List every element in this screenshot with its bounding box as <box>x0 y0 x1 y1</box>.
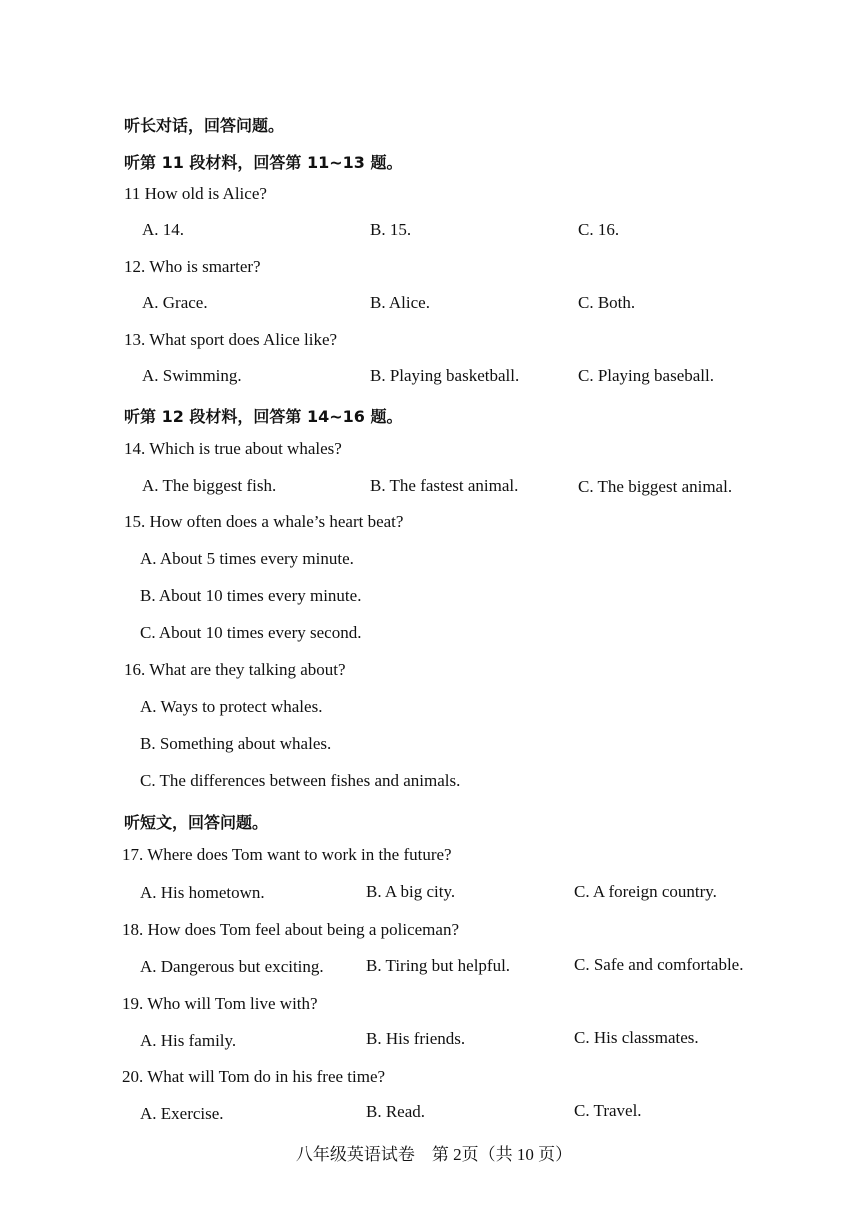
option-16-a: A. Ways to protect whales. <box>140 697 323 716</box>
question-20: 20. What will Tom do in his free time? <box>122 1067 386 1086</box>
option-15-b: B. About 10 times every minute. <box>140 586 362 605</box>
option-13-a: A. Swimming. <box>142 366 242 385</box>
option-20-c: C. Travel. <box>574 1101 642 1120</box>
option-11-c: C. 16. <box>578 220 620 239</box>
question-15: 15. How often does a whale’s heart beat? <box>124 512 404 531</box>
option-18-c: C. Safe and comfortable. <box>574 955 744 974</box>
question-16: 16. What are they talking about? <box>124 660 346 679</box>
section-heading-passage: 听短文，回答问题。 <box>124 813 269 832</box>
option-20-b: B. Read. <box>366 1102 426 1121</box>
option-11-b: B. 15. <box>370 220 412 239</box>
option-13-b: B. Playing basketball. <box>370 366 520 385</box>
option-12-c: C. Both. <box>578 293 636 312</box>
option-19-b: B. His friends. <box>366 1029 466 1048</box>
question-13: 13. What sport does Alice like? <box>124 330 338 349</box>
option-16-b: B. Something about whales. <box>140 734 332 753</box>
option-15-a: A. About 5 times every minute. <box>140 549 354 568</box>
question-17: 17. Where does Tom want to work in the future? <box>122 845 452 864</box>
option-18-b: B. Tiring but helpful. <box>366 956 511 975</box>
question-14: 14. Which is true about whales? <box>124 439 342 458</box>
question-18: 18. How does Tom feel about being a policeman? <box>122 920 459 939</box>
question-11: 11 How old is Alice? <box>124 184 267 203</box>
option-17-c: C. A foreign country. <box>574 882 717 901</box>
option-19-c: C. His classmates. <box>574 1028 699 1047</box>
option-13-c: C. Playing baseball. <box>578 366 714 385</box>
question-12: 12. Who is smarter? <box>124 257 261 276</box>
section-heading-material-11: 听第 11 段材料，回答第 11~13 题。 <box>124 153 403 172</box>
option-14-b: B. The fastest animal. <box>370 476 519 495</box>
option-16-c: C. The differences between fishes and animals. <box>140 771 461 790</box>
option-14-c: C. The biggest animal. <box>578 477 733 496</box>
option-14-a: A. The biggest fish. <box>142 476 277 495</box>
option-17-b: B. A big city. <box>366 882 456 901</box>
option-19-a: A. His family. <box>140 1031 237 1050</box>
section-heading-long-dialogue: 听长对话，回答问题。 <box>124 116 285 135</box>
question-19: 19. Who will Tom live with? <box>122 994 318 1013</box>
option-17-a: A. His hometown. <box>140 883 265 902</box>
option-11-a: A. 14. <box>142 220 185 239</box>
page-footer: 八年级英语试卷 第 2页（共 10 页） <box>295 1145 573 1164</box>
option-12-a: A. Grace. <box>142 293 208 312</box>
option-20-a: A. Exercise. <box>140 1104 224 1123</box>
section-heading-material-12: 听第 12 段材料，回答第 14~16 题。 <box>124 407 403 426</box>
option-18-a: A. Dangerous but exciting. <box>140 957 324 976</box>
option-15-c: C. About 10 times every second. <box>140 623 362 642</box>
option-12-b: B. Alice. <box>370 293 430 312</box>
